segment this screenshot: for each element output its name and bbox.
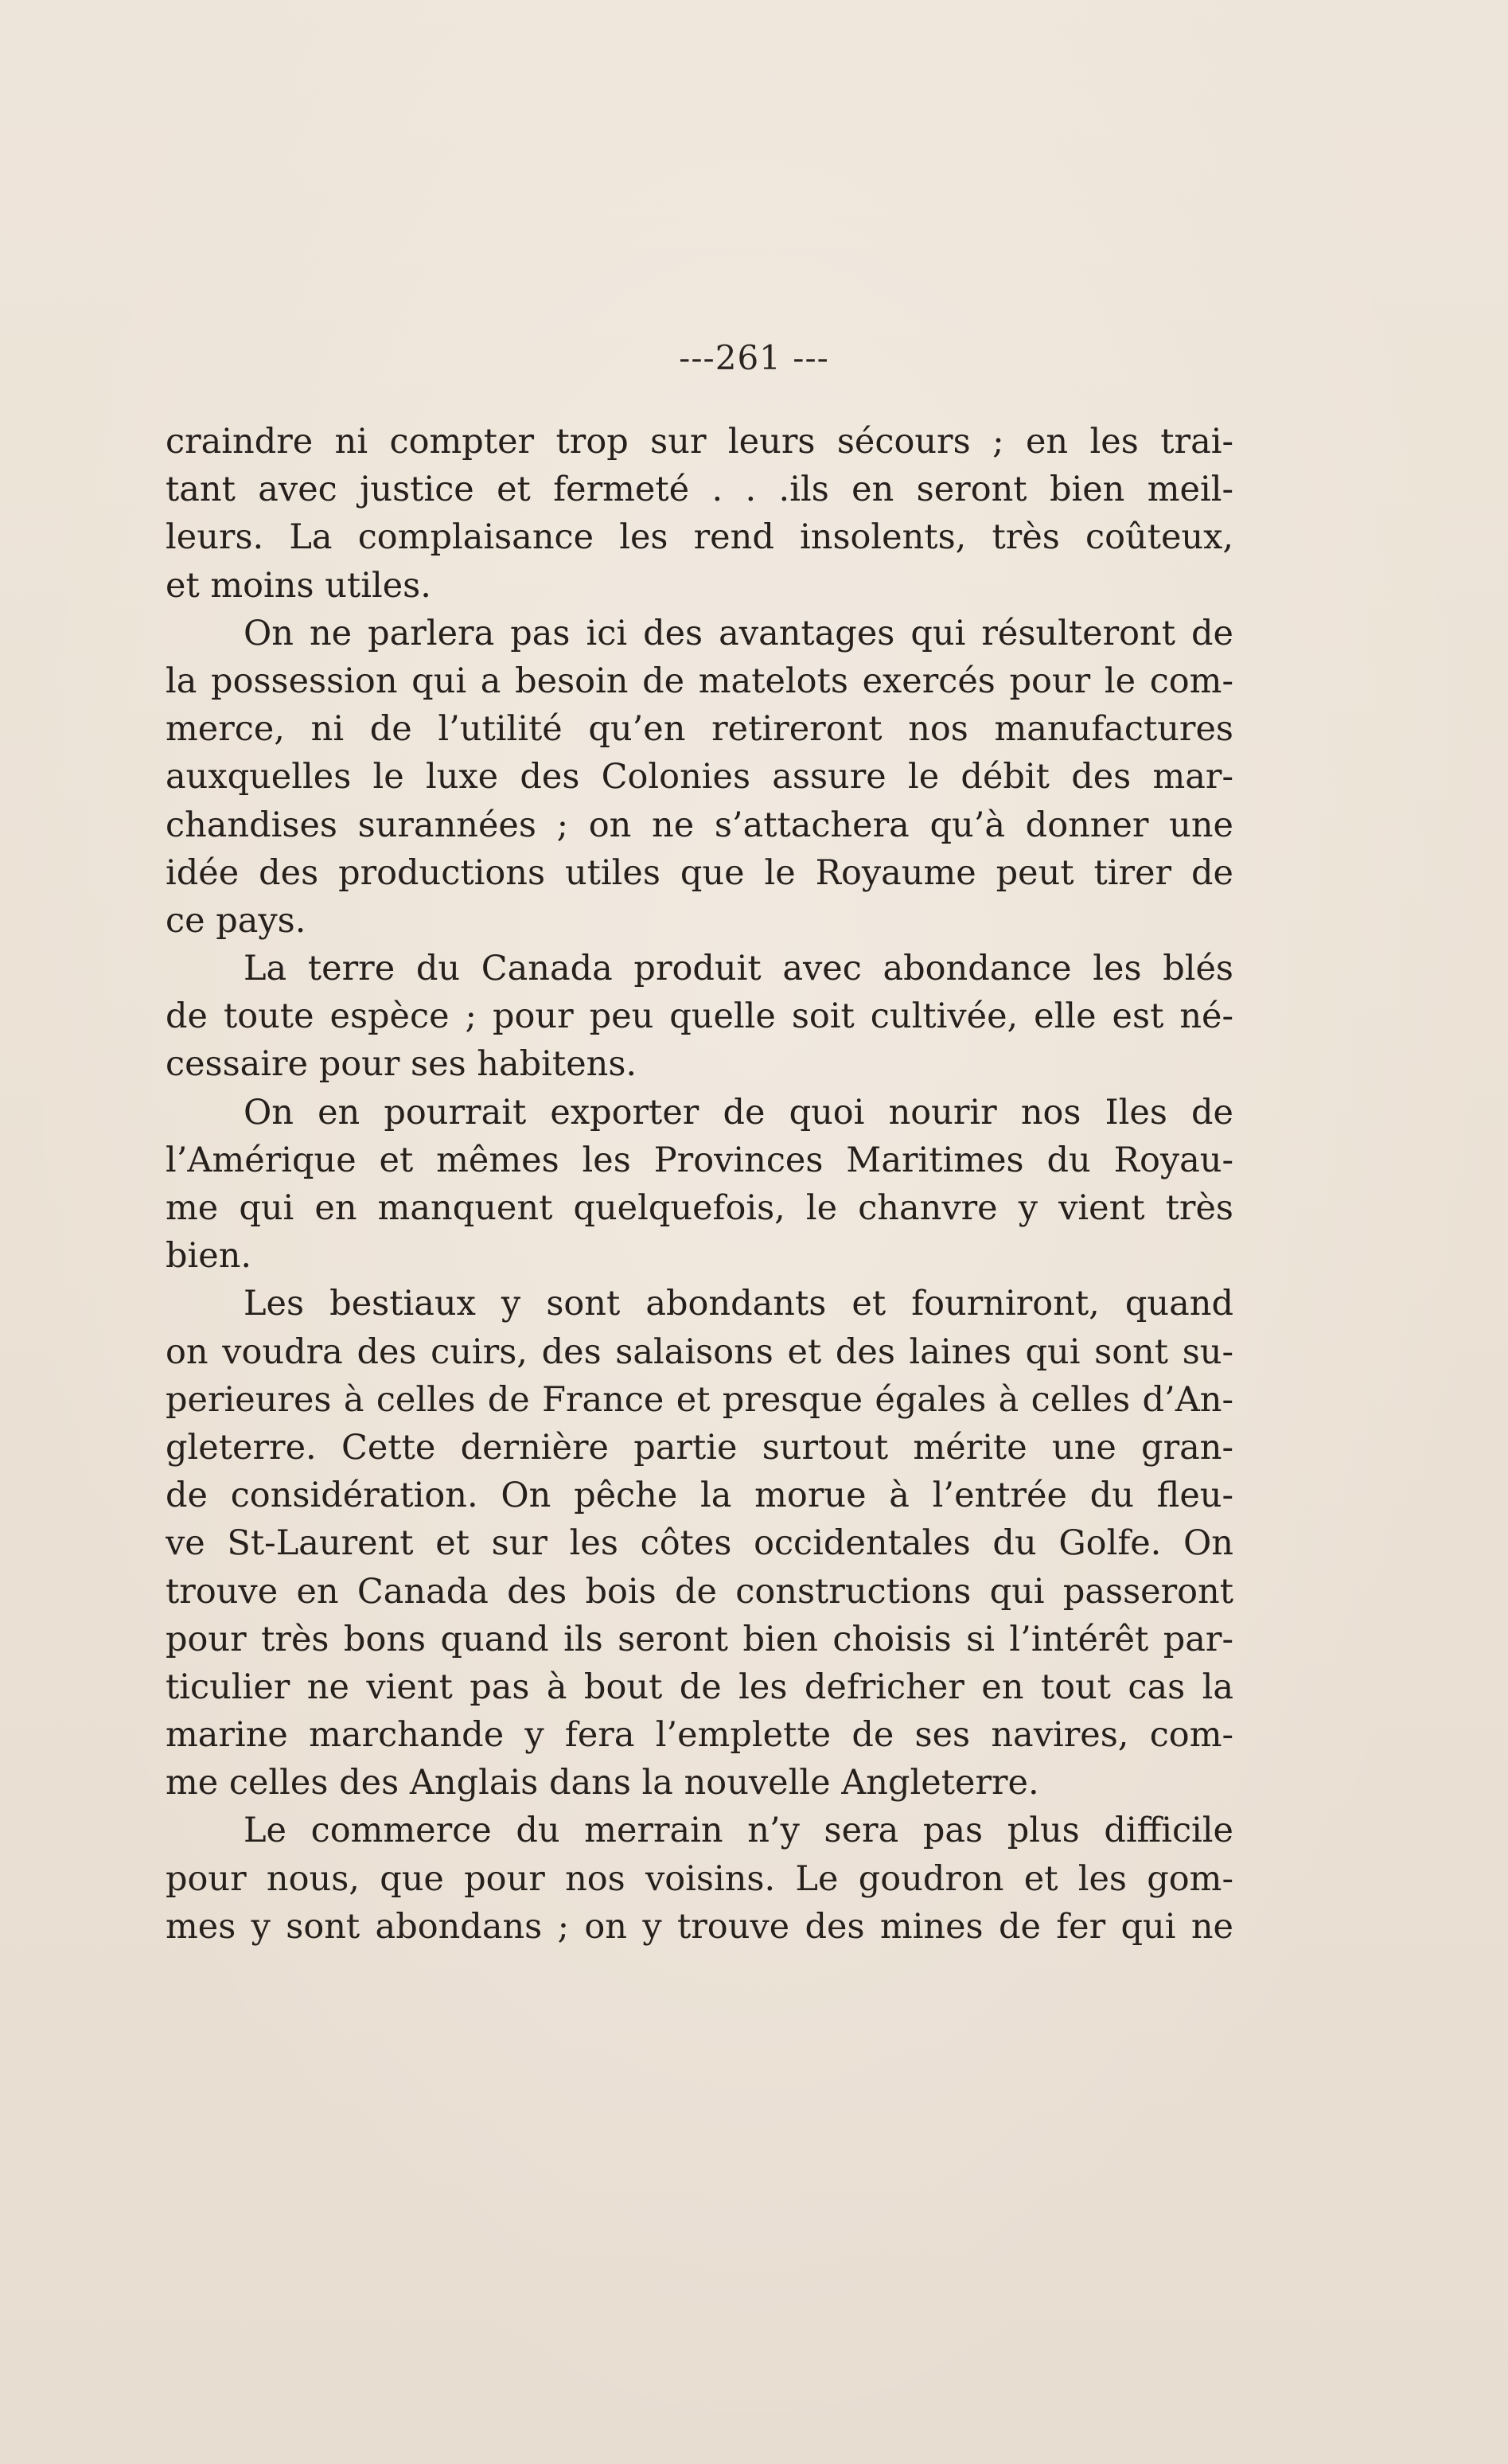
text-line: Les bestiaux y sont abondants et fourniront, quand [244,1284,1233,1324]
text-line: cessaire pour ses habitens. [166,1044,637,1085]
text-line: perieures à celles de France et presque égales à celles d’An- [166,1379,1233,1420]
text-line: marine marchande y fera l’emplette de ses navires, com- [166,1715,1233,1756]
text-line: on voudra des cuirs, des salaisons et des laines qui sont su- [166,1331,1233,1372]
text-line: la possession qui a besoin de matelots exercés pour le com- [166,661,1233,701]
text-line: et moins utiles. [166,565,431,606]
text-line: me qui en manquent quelquefois, le chanvre y vient très [166,1188,1233,1228]
text-line: l’Amérique et mêmes les Provinces Maritimes du Royau- [166,1140,1233,1180]
text-line: mes y sont abondans ; on y trouve des mines de fer qui ne [166,1906,1233,1947]
body-text [166,418,1233,1951]
text-line: pour très bons quand ils seront bien choisis si l’intérêt par- [166,1619,1233,1659]
text-line: merce, ni de l’utilité qu’en retireront nos manufactures [166,709,1233,750]
text-line: On ne parlera pas ici des avantages qui résulteront de [244,613,1233,653]
text-line: ce pays. [166,900,306,941]
text-line: leurs. La complaisance les rend insolents, très coûteux, [166,517,1233,558]
text-line: Le commerce du merrain n’y sera pas plus difficile [244,1811,1233,1851]
text-line: me celles des Anglais dans la nouvelle Angleterre. [166,1763,1039,1803]
text-line: idée des productions utiles que le Royaume peut tirer de [166,852,1233,893]
text-line: gleterre. Cette dernière partie surtout mérite une gran- [166,1427,1233,1468]
text-line: auxquelles le luxe des Colonies assure le débit des mar- [166,757,1233,797]
text-line: craindre ni compter trop sur leurs sécours ; en les trai- [166,422,1233,462]
text-line: ticulier ne vient pas à bout de les defricher en tout cas la [166,1667,1233,1707]
text-line: tant avec justice et fermeté . . .ils en seront bien meil- [166,470,1233,510]
text-line: On en pourrait exporter de quoi nourir nos Iles de [244,1092,1233,1133]
text-line: trouve en Canada des bois de constructions qui passeront [166,1571,1233,1612]
text-line: La terre du Canada produit avec abondance les blés [244,949,1233,989]
text-line: chandises surannées ; on ne s’attachera qu’à donner une [166,805,1233,845]
text-line: pour nous, que pour nos voisins. Le goudron et les gom- [166,1858,1233,1899]
text-line: de toute espèce ; pour peu quelle soit cultivée, elle est né- [166,996,1233,1037]
text-line: ve St-Laurent et sur les côtes occidentales du Golfe. On [166,1523,1233,1564]
page-number: ---261 --- [679,338,829,377]
text-line: de considération. On pêche la morue à l’entrée du fleu- [166,1476,1233,1516]
text-line: bien. [166,1236,252,1277]
